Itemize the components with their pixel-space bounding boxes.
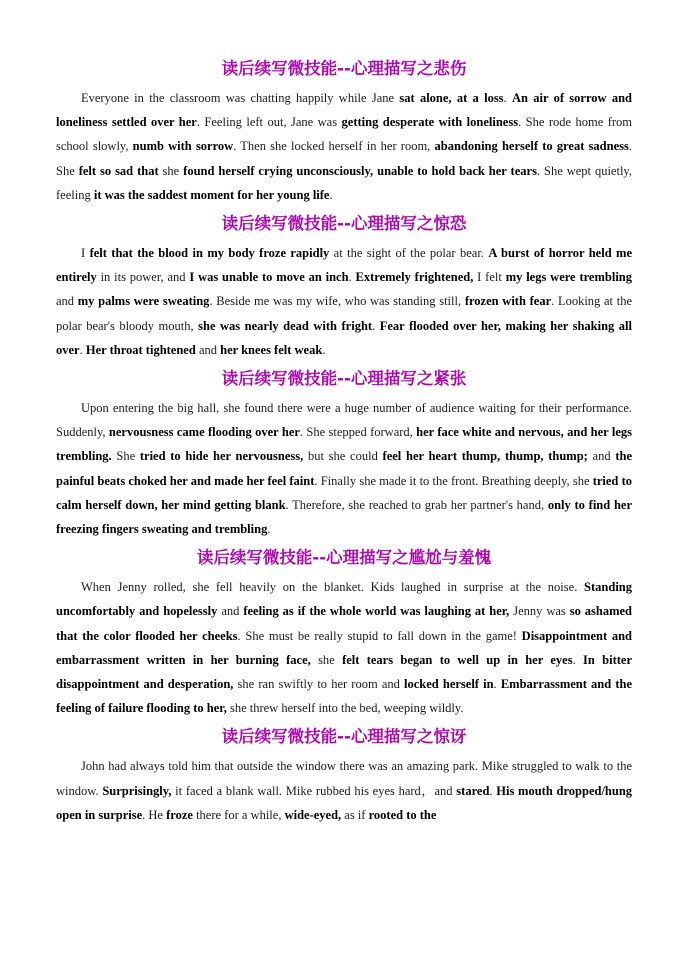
text-run: and [195,342,221,357]
text-run: she [158,163,184,178]
emphasized-phrase: my palms were sweating [77,294,210,309]
section-title: 读后续写微技能--心理描写之惊恐 [221,214,467,234]
section-paragraph [56,754,632,827]
text-run: . She stepped forward, [299,425,417,440]
text-run: . [329,187,333,202]
text-run: . She rode home from school slowly, [56,115,632,154]
emphasized-phrase: her face white and nervous, and her legs trembling. [56,425,632,464]
text-run: . Finally she made it to the front. Breathing deeply, she [314,473,593,488]
text-run: . [267,522,271,537]
emphasized-phrase: Extremely frightened, [355,270,474,285]
emphasized-phrase: so ashamed that the color flooded her cheeks [56,604,632,643]
emphasized-phrase: In bitter disappointment and desperation, [56,652,633,692]
text-run: and [56,294,78,309]
emphasized-phrase: abandoning herself to great sadness [434,139,629,154]
emphasized-phrase: Embarrassment and the feeling of failure flooding to her, [56,677,633,716]
text-run: . [572,652,584,667]
text-run: . [79,342,86,357]
section-title: 读后续写微技能--心理描写之紧张 [221,369,467,389]
emphasized-phrase: felt so sad that [78,163,159,178]
text-run: . She wept quietly, feeling [56,163,632,202]
text-run: it faced a blank wall. Mike rubbed his eyes hard，and [171,783,457,798]
text-run: . [489,783,497,798]
text-run: . Then she locked herself in her room, [233,139,435,154]
text-run: but she could [303,449,383,464]
text-run: and [217,604,244,619]
text-run: I [81,246,90,261]
emphasized-phrase: Fear flooded over her, making her shaking all over [56,318,633,357]
emphasized-phrase: Her throat tightened [85,342,196,357]
emphasized-phrase: tried to hide her nervousness, [139,449,304,464]
emphasized-phrase: locked herself in [404,677,494,692]
text-run: . He [142,807,167,822]
emphasized-phrase: rooted to the [368,807,437,822]
emphasized-phrase: An air of sorrow and loneliness settled over her [56,91,632,130]
text-run: . [503,91,512,105]
emphasized-phrase: Standing uncomfortably and hopelessly [56,580,632,619]
emphasized-phrase: only to find her freezing fingers sweating and trembling [56,497,632,537]
text-run: . [348,270,356,285]
text-run: . She [56,139,632,178]
section-surprise [56,720,632,827]
text-run: she [310,652,343,667]
text-run: . Therefore, she reached to grab her partner's hand, [285,497,548,512]
text-run: When Jenny rolled, she fell heavily on the blanket. Kids laughed in surprise at the noise. [81,580,585,595]
text-run: and [587,449,616,464]
section-title: 读后续写微技能--心理描写之惊讶 [221,727,467,747]
text-run: . She must be really stupid to fall down in the game! [237,628,522,643]
text-run: as if [341,807,369,822]
section-fear [56,207,632,362]
emphasized-phrase: felt that the blood in my body froze rapidly [89,246,330,261]
text-run: . Beside me was my wife, who was standing still, [209,294,465,309]
section-paragraph [56,241,632,362]
text-run: at the sight of the polar bear. [329,246,489,261]
section-title: 读后续写微技能--心理描写之悲伤 [221,59,467,78]
emphasized-phrase: found herself crying unconsciously, unable to hold back her tears [183,163,537,178]
text-run: . [372,318,380,333]
emphasized-phrase: she was nearly dead with fright [198,318,373,333]
emphasized-phrase: nervousness came flooding over her [108,425,300,440]
emphasized-phrase: the painful beats choked her and made her feel faint [56,449,632,488]
emphasized-phrase: His mouth dropped/hung open in surprise [56,783,633,822]
section-paragraph [56,86,632,207]
emphasized-phrase: her knees felt weak [220,342,323,357]
section-sadness [56,52,632,207]
text-run: there for a while, [192,807,285,822]
document-page [56,52,632,827]
emphasized-phrase: sat alone, at a loss [399,91,504,105]
text-run: . Feeling left out, Jane was [196,115,342,130]
emphasized-phrase: I was unable to move an inch [189,270,349,285]
text-run: . Looking at the polar bear's bloody mouth, [56,294,632,333]
emphasized-phrase: felt tears began to well up in her eyes [342,652,573,667]
section-nervousness [56,362,632,541]
text-run: Jenny was [509,604,570,619]
text-run: she threw herself into the bed, weeping wildly. [226,701,464,716]
emphasized-phrase: stared [456,783,490,798]
section-embarrassment [56,541,632,720]
text-run: John had always told him that outside the window there was an amazing park. Mike struggled to walk to the window. [56,759,632,798]
emphasized-phrase: Disappointment and embarrassment written in her burning face, [56,628,632,667]
emphasized-phrase: feeling as if the whole world was laughing at her, [243,604,510,619]
emphasized-phrase: wide-eyed, [284,807,342,822]
text-run: . [493,677,501,692]
emphasized-phrase: A burst of horror held me entirely [56,246,633,285]
text-run: Everyone in the classroom was chatting happily while Jane [81,91,400,105]
emphasized-phrase: frozen with fear [464,294,552,309]
emphasized-phrase: numb with sorrow [132,139,234,154]
emphasized-phrase: tried to calm herself down, her mind getting blank [56,473,632,512]
text-run: I felt [473,270,506,285]
emphasized-phrase: it was the saddest moment for her young life [93,187,330,202]
text-run: she ran swiftly to her room and [233,677,405,692]
emphasized-phrase: Surprisingly, [102,783,172,798]
emphasized-phrase: froze [166,807,193,822]
section-paragraph [56,575,632,720]
emphasized-phrase: my legs were trembling [505,270,632,285]
text-run: . [322,342,326,357]
text-run: Upon entering the big hall, she found there were a huge number of audience waiting for their performance. Suddenly, [56,401,632,440]
text-run: in its power, and [96,270,190,285]
text-run: She [111,449,140,464]
section-paragraph [56,396,632,541]
section-title: 读后续写微技能--心理描写之尴尬与羞愧 [196,548,492,568]
emphasized-phrase: getting desperate with loneliness [341,115,519,130]
emphasized-phrase: feel her heart thump, thump, thump; [382,449,588,464]
